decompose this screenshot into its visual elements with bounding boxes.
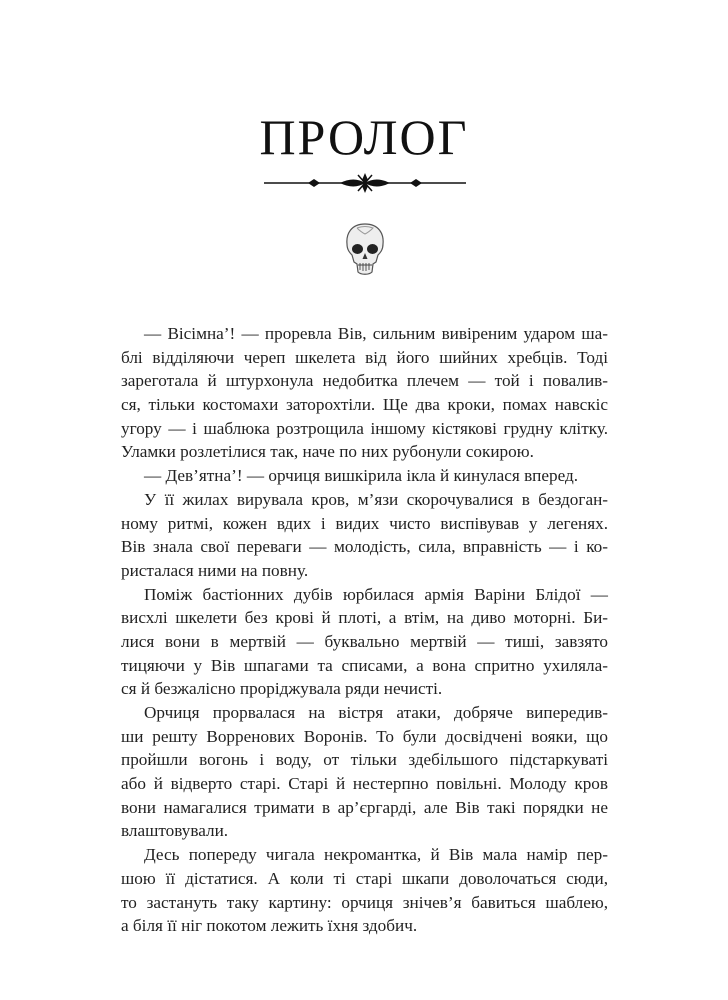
text-line: ся й безжалісно проріджувала ряди нечисті.: [121, 679, 443, 699]
paragraph: [121, 488, 608, 583]
text-line: ши решту Ворренових Воронів. То були досвідчені вояки, що: [121, 726, 608, 746]
body-text: [121, 322, 608, 938]
text-line: тицяючи у Вів шпагами та списами, а вона спритно ухиляла-: [121, 655, 608, 675]
text-line: — Вісімна’! — проревла Вів, сильним вивіреним ударом ша-: [144, 324, 608, 343]
text-line: висхлі шкелети без крові й плоті, а втім, на диво моторні. Би-: [121, 608, 608, 628]
chapter-title: ПРОЛОГ: [259, 109, 469, 165]
flourish-divider-icon: [262, 172, 468, 194]
text-line: угору — і шаблюка розтрощила іншому кістякові грудну клітку.: [121, 418, 608, 438]
text-line: — Дев’ятна’! — орчиця вишкірила ікла й кинулася вперед.: [144, 466, 579, 486]
text-line: або й відверто старі. Старі й нестерпно повільні. Молоду кров: [121, 774, 608, 794]
text-line: а біля її ніг покотом лежить їхня здобич.: [121, 916, 418, 936]
text-line: то застануть таку картину: орчиця знічев’я бавиться шаблею,: [121, 892, 608, 912]
text-line: Десь попереду чигала некромантка, й Вів мала намір пер-: [144, 845, 608, 865]
text-line: У її жилах вирувала кров, м’язи скорочувалися в бездоган-: [144, 489, 608, 509]
text-line: шою її дістатися. А коли ті старі шкапи доволочаться сюди,: [121, 868, 608, 888]
skull-icon: [343, 222, 387, 276]
text-line: ся, тільки костомахи заторохтіли. Ще два кроки, помах навскіс: [121, 395, 608, 415]
text-line: зареготала й штурхонула недобитка плечем — той і повалив-: [121, 371, 608, 391]
paragraph: [121, 843, 608, 938]
text-line: ному ритмі, кожен вдих і видих чисто виспівував у легенях.: [121, 513, 608, 533]
text-line: Поміж бастіонних дубів юрбилася армія Варіни Блідої —: [144, 584, 608, 604]
paragraph: [121, 464, 608, 488]
paragraph: [121, 583, 608, 701]
text-line: Орчиця прорвалася на вістря атаки, добряче випередив-: [144, 703, 608, 722]
text-line: Уламки розлетілися так, наче по них рубонули сокирою.: [121, 442, 534, 462]
paragraph: [121, 701, 608, 843]
text-line: лися вони в мертвій — буквально мертвій — тиші, завзято: [121, 631, 608, 651]
text-line: влаштовували.: [121, 821, 229, 841]
text-line: вони намагалися тримати в ар’єргарді, але Вів такі порядки не: [121, 797, 608, 817]
text-line: ристалася ними на повну.: [121, 560, 309, 580]
paragraph: [121, 322, 608, 464]
text-line: блі відділяючи череп шкелета від його шийних хребців. Тоді: [121, 347, 608, 367]
text-line: пройшли вогонь і воду, от тільки здебільшого підстаркуваті: [121, 750, 608, 770]
text-line: Вів знала свої переваги — молодість, сила, вправність — і ко-: [121, 537, 608, 557]
